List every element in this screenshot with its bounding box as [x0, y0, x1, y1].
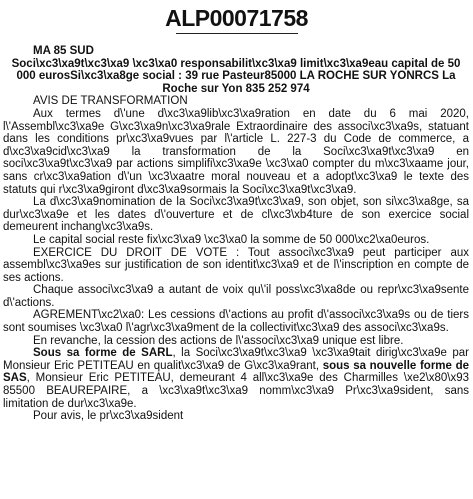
paragraph-management — [3, 347, 469, 410]
notice-title: AVIS DE TRANSFORMATION — [33, 95, 188, 108]
paragraph-agrement: AGREMENT\xc2\xa0: Les cessions d\'actions au profit d\'associ\xc3\xa9s ou de tiers sont soumises \xc3\xa0 l\'agr\xc3\xa9ment de la collectivit\xc3\xa9 des associ\xc3\xa9s. — [3, 309, 469, 335]
management-text-2: , Monsieur Eric PETITEAU, demeurant 4 all\xc3\xa9e des Charmilles \xe2\x80\x93 85500 BEAUREPAIRE, a \xc3\xa9t\xc3\xa9 nomm\xc3\xa9 Pr\xc3\xa9sident, sans limitation de dur\xc3\xa9e. — [3, 372, 469, 410]
sarl-label: Sous sa forme de SARL — [33, 347, 173, 360]
sas-label: sous sa nouvelle forme de SAS — [3, 359, 470, 385]
paragraph-voting-rights: EXERCICE DU DROIT DE VOTE : Tout associ\xc3\xa9 peut participer aux assembl\xc3\xa9es sur justification de son identit\xc3\xa9 et de l\'inscription en compte de ses actions. — [3, 246, 469, 284]
company-header: Soci\xc3\xa9t\xc3\xa9 \xc3\xa0 responsabilit\xc3\xa9 limit\xc3\xa9eau capital de 50 000 eurosSi\xc3\xa8ge social : 39 rue Pasteur85000 LA ROCHE SUR YONRCS La Roche sur Yon 835 252 974 — [11, 57, 461, 95]
paragraph-free-transfer: En revanche, la cession des actions de l\'associ\xc3\xa9 unique est libre. — [33, 334, 404, 347]
paragraph-votes: Chaque associ\xc3\xa9 a autant de voix qu\'il poss\xc3\xa8de ou repr\xc3\xa9sente d\'actions. — [3, 284, 469, 309]
management-text-1: , la Soci\xc3\xa9t\xc3\xa9 \xc3\xa9tait dirig\xc3\xa9e par Monsieur Eric PETITEAU en qualit\xc3\xa9 de G\xc3\xa9rant, — [3, 347, 469, 372]
notice-reference: ALP00071758 — [165, 5, 308, 31]
paragraph-denomination: La d\xc3\xa9nomination de la Soci\xc3\xa9t\xc3\xa9, son objet, son si\xc3\xa8ge, sa dur\xc3\xa9e et les dates d\'ouverture et de cl\xc3\xb4ture de son exercice social demeurent inchang\xc3\xa9s. — [3, 196, 469, 234]
journal-name: MA 85 SUD — [33, 45, 94, 57]
notice-body — [3, 45, 469, 423]
paragraph-deliberation: Aux termes d\'une d\xc3\xa9lib\xc3\xa9ration en date du 6 mai 2020, l\'Assembl\xc3\xa9e G\xc3\xa9n\xc3\xa9rale Extraordinaire des associ\xc3\xa9s, statuant dans les conditions pr\xc3\xa9vues par l\'article L. 227-3 du Code de commerce, a d\xc3\xa9cid\xc3\xa9 la transformation de la Soci\xc3\xa9t\xc3\xa9 en soci\xc3\xa9t\xc3\xa9 par actions simplifi\xc3\xa9e \xc3\xa0 compter du m\xc3\xaame jour, sans cr\xc3\xa9ation d\'un \xc3\xaatre moral nouveau et a adopt\xc3\xa9 le texte des statuts qui r\xc3\xa9giront d\xc3\xa9sormais la Soci\xc3\xa9t\xc3\xa9. — [3, 107, 469, 196]
signature-line: Pour avis, le pr\xc3\xa9sident — [33, 410, 184, 423]
paragraph-capital: Le capital social reste fix\xc3\xa9 \xc3\xa0 la somme de 50 000\xc2\xa0euros. — [33, 233, 430, 246]
title-divider — [176, 33, 298, 34]
